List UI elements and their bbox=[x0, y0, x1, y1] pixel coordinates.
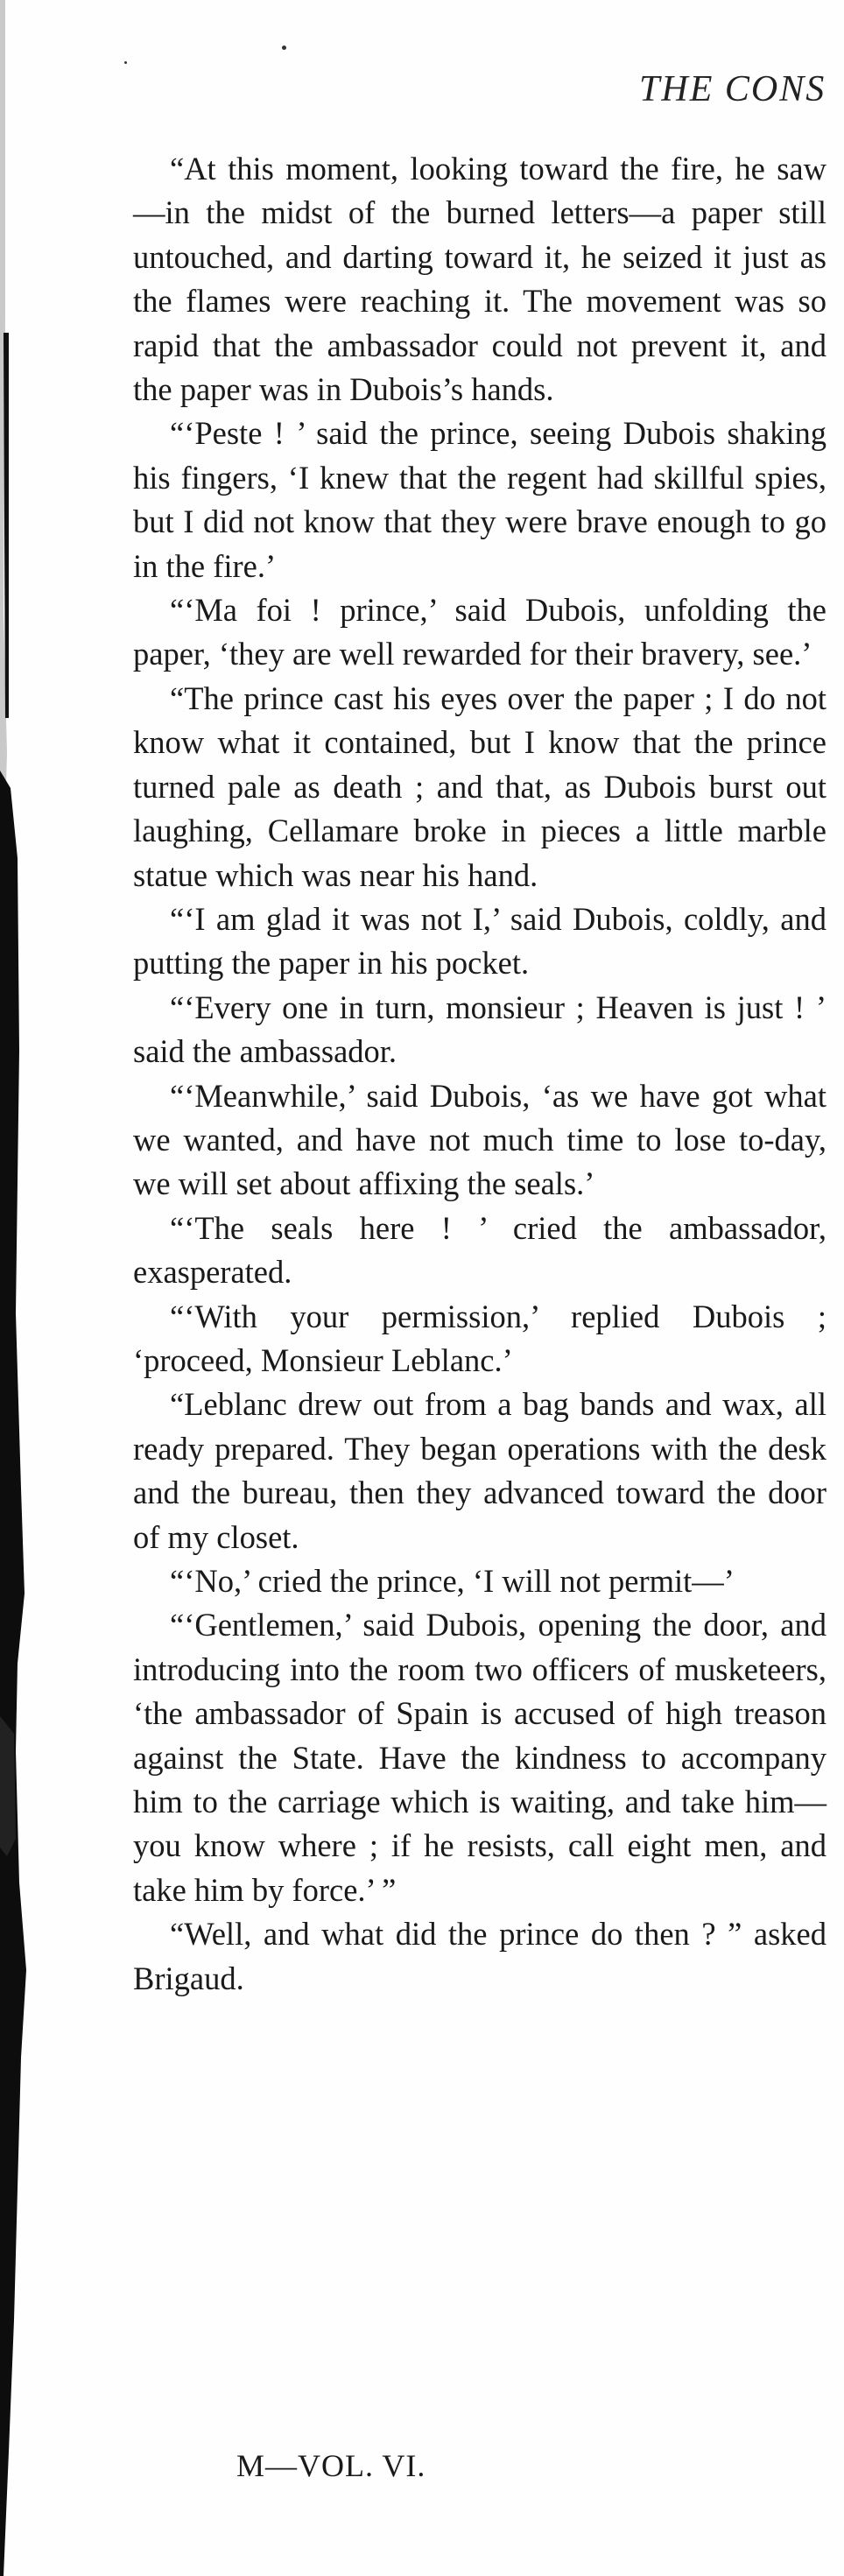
paragraph: “Well, and what did the prince do then ? ” asked Brigaud. bbox=[133, 1916, 826, 1996]
paragraph: “‘I am glad it was not I,’ said Dubois, coldly, and putting the paper in his pocket. bbox=[133, 900, 826, 982]
paragraph: “‘Ma foi ! prince,’ said Dubois, unfolding the paper, ‘they are well rewarded for their bravery, see.’ bbox=[133, 592, 826, 672]
page-body bbox=[133, 147, 826, 2001]
paragraph: “At this moment, looking toward the fire, he saw—in the midst of the burned letters—a paper still untouched, and darting toward it, he seized it just as the flames were reaching it. The movement was so rapid that the ambassador could not prevent it, and the paper was in Dubois’s hands. bbox=[133, 151, 826, 408]
speck-mark bbox=[282, 46, 286, 50]
running-title: THE CONS bbox=[639, 69, 826, 109]
paragraph: “‘Gentlemen,’ said Dubois, opening the door, and introducing into the room two officers of musketeers, ‘the ambassador of Spain is accused of high treason against the State. Have the kindness to accompany him to the carriage which is waiting, and take him—you know where ; if he resists, call eight men, and take him by force.’ ” bbox=[133, 1607, 826, 1908]
printer-signature: M—VOL. VI. bbox=[236, 2448, 426, 2483]
page-binding-edge bbox=[0, 0, 26, 2576]
paragraph: “Leblanc drew out from a bag bands and wax, all ready prepared. They began operations with the desk and the bureau, then they advanced toward the door of my closet. bbox=[133, 1386, 826, 1555]
paragraph: “‘No,’ cried the prince, ‘I will not permit—’ bbox=[170, 1563, 735, 1599]
paragraph: “‘With your permission,’ replied Dubois ; ‘proceed, Monsieur Leblanc.’ bbox=[133, 1298, 826, 1378]
paragraph: “‘Meanwhile,’ said Dubois, ‘as we have got what we wanted, and have not much time to lose to-day, we will set about affixing the seals.’ bbox=[133, 1077, 826, 1202]
paragraph: “‘Every one in turn, monsieur ; Heaven is just ! ’ said the ambassador. bbox=[133, 989, 826, 1070]
speck-mark bbox=[124, 61, 127, 64]
paragraph: “The prince cast his eyes over the paper ; I do not know what it contained, but I know that the prince turned pale as death ; and that, as Dubois burst out laughing, Cellamare broke in pieces a little marble statue which was near his hand. bbox=[133, 679, 826, 893]
paragraph: “‘Peste ! ’ said the prince, seeing Dubois shaking his fingers, ‘I knew that the regent had skillful spies, but I did not know that they were brave enough to go in the fire.’ bbox=[133, 415, 826, 584]
paragraph: “‘The seals here ! ’ cried the ambassador, exasperated. bbox=[133, 1209, 826, 1291]
